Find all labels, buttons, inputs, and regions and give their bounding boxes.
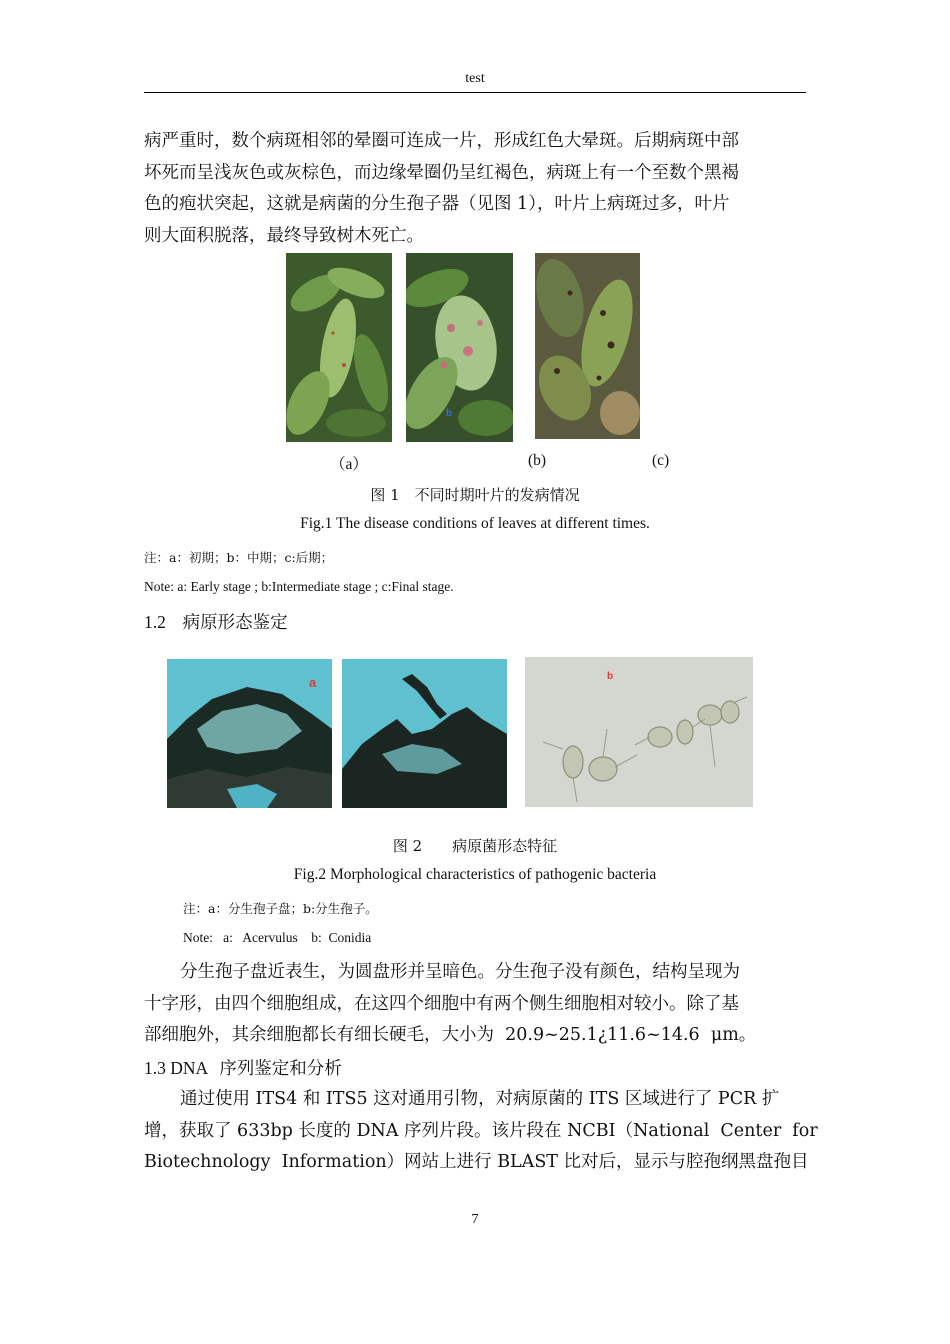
page-number: 7 xyxy=(471,1212,479,1227)
micrograph-acervulus-2 xyxy=(342,659,507,808)
micrograph-conidia xyxy=(525,657,753,807)
text-line: 色的疱状突起，这就是病菌的分生孢子器（见图 1），叶片上病斑过多，叶片 xyxy=(144,194,730,214)
figure1-note-cn: 注：a：初期；b：中期；c:后期； xyxy=(144,550,334,565)
section-number: 1.2 xyxy=(144,612,166,632)
text-line: 增，获取了 633bp 长度的 DNA 序列片段。该片段在 NCBI（National Center for xyxy=(144,1120,818,1141)
text-line: 则大面积脱落，最终导致树木死亡。 xyxy=(144,225,424,246)
text-line: 十字形，由四个细胞组成，在这四个细胞中有两个侧生细胞相对较小。除了基 xyxy=(144,993,739,1014)
figure2-caption-en: Fig.2 Morphological characteristics of pathogenic bacteria xyxy=(293,866,657,883)
section-heading-1-2 xyxy=(144,609,288,634)
text-line: 病严重时，数个病斑相邻的晕圈可连成一片，形成红色大晕斑。后期病斑中部 xyxy=(144,131,739,151)
section-title: 序列鉴定和分析 xyxy=(219,1059,342,1079)
subcaption-c: (c) xyxy=(652,452,670,469)
leaf-photo-final-stage xyxy=(535,253,640,439)
section-title: 病原形态鉴定 xyxy=(182,613,288,633)
leaf-photo-intermediate-stage xyxy=(406,253,513,442)
text-line: 坏死而呈浅灰色或灰棕色，而边缘晕圈仍呈红褐色，病斑上有一个至数个黑褐 xyxy=(144,162,739,183)
section-heading-1-3 xyxy=(144,1055,342,1080)
figure1-caption-en: Fig.1 The disease conditions of leaves at different times. xyxy=(300,515,650,532)
micrograph-acervulus-1 xyxy=(167,659,332,808)
paragraph-morphology xyxy=(144,957,806,1052)
subcaption-a: （a） xyxy=(330,456,368,473)
figure2-note-cn: 注：a：分生孢子盘；b:分生孢子。 xyxy=(183,901,378,916)
header-rule xyxy=(144,92,806,93)
figure2-caption-cn: 图 2 病原菌形态特征 xyxy=(392,837,558,855)
text-line: 分生孢子盘近表生，为圆盘形并呈暗色。分生孢子没有颜色，结构呈现为 xyxy=(180,962,740,982)
leaf-photo-early-stage xyxy=(286,253,392,442)
text-line: Biotechnology Information）网站上进行 BLAST 比对后，显示与腔孢纲黑盘孢目 xyxy=(144,1152,809,1172)
figure1-note-en: Note: a: Early stage ; b:Intermediate stage ; c:Final stage. xyxy=(144,579,454,594)
text-line: 通过使用 ITS4 和 ITS5 这对通用引物，对病原菌的 ITS 区域进行了 PCR 扩 xyxy=(180,1089,780,1109)
photo-label: a xyxy=(309,675,317,690)
section-number: 1.3 DNA xyxy=(144,1058,209,1078)
paragraph-disease-symptoms xyxy=(144,126,806,252)
photo-label: b xyxy=(607,671,614,682)
figure1-caption-cn: 图 1 不同时期叶片的发病情况 xyxy=(370,486,580,504)
running-header: test xyxy=(465,71,485,86)
photo-label: b xyxy=(446,408,453,419)
figure2-note-en: Note: a: Acervulus b: Conidia xyxy=(183,930,372,945)
text-line: 部细胞外，其余细胞都长有细长硬毛，大小为 20.9~25.1¿11.6~14.6 μm。 xyxy=(144,1025,757,1045)
subcaption-b: (b) xyxy=(528,452,547,469)
paragraph-dna-analysis xyxy=(144,1084,818,1179)
